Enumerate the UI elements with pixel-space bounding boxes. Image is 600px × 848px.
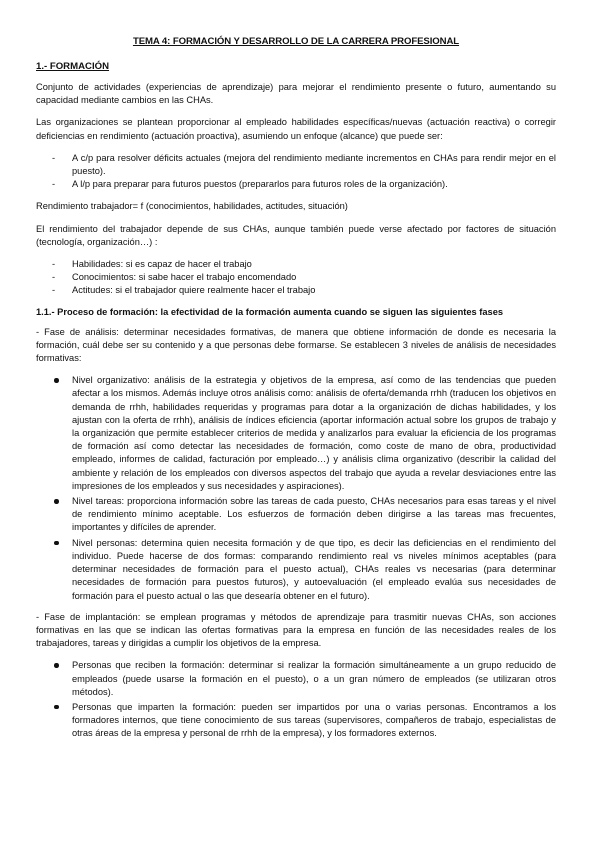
dash-list-approach — [36, 152, 556, 192]
subsection-heading-proceso: 1.1.- Proceso de formación: la efectividad de la formación aumenta cuando se siguen las siguientes fases — [36, 306, 504, 317]
paragraph-formula: Rendimiento trabajador= f (conocimientos, habilidades, actitudes, situación) — [36, 201, 348, 212]
list-item: - A c/p para resolver déficits actuales (mejora del rendimiento mediante incrementos en CHAs para rendir mejor en el puesto). — [36, 152, 556, 178]
bullet-list-levels — [36, 374, 556, 602]
document-title: TEMA 4: FORMACIÓN Y DESARROLLO DE LA CARRERA PROFESIONAL — [132, 36, 460, 47]
list-item: Nivel organizativo: análisis de la estrategia y objetivos de la empresa, así como de las tendencias que pueden afectar a los mismos. Además incluye otros análisis como: análisis de oferta/demanda rrhh (traducen los objetivos en demanda de rrhh, habilidades requeridas y programas para dotar a la organización de dichas habilidades, y los ajustan con la oferta de rrhh), análisis de índices eficiencia (aportar información actual sobre los grupos de trabajo y la organización que permite establecer criterios de medida y analizarlos para evaluar la eficiencia de los programas de formación así como detectar las necesidades de formación, como coste de mano de obra, productividad empleado, informes de calidad, facturación por empleado…) y análisis clima organizativo (describir la calidad del ambiente y relación de los empleados con diversos aspectos del trabajo que ayuda a revelar desviaciones entre las impresiones de los empleados y sus necesidades y aspiraciones). — [36, 374, 556, 493]
paragraph-performance: El rendimiento del trabajador depende de sus CHAs, aunque también puede verse afectado por factores de situación (tecnología, organización…) : — [36, 223, 556, 247]
section-heading-formacion: 1.- FORMACIÓN — [36, 61, 110, 72]
paragraph-implementation-phase: - Fase de implantación: se emplean programas y métodos de aprendizaje para trasmitir nuevas CHAs, son acciones formativas en las que se indican las ofertas formativas para la empresa en función de las necesidades reales de los trabajadores, tareas y dirigidas a cumplir los objetivos de la empresa. — [36, 611, 556, 649]
list-item: - Habilidades: si es capaz de hacer el trabajo — [36, 258, 556, 271]
bullet-list-people — [36, 659, 556, 740]
list-item: - Actitudes: si el trabajador quiere realmente hacer el trabajo — [36, 284, 556, 297]
paragraph-definition: Conjunto de actividades (experiencias de aprendizaje) para mejorar el rendimiento presente o futuro, aumentando su capacidad mediante cambios en las CHAs. — [36, 82, 556, 106]
list-item: Nivel tareas: proporciona información sobre las tareas de cada puesto, CHAs necesarios para esas tareas y el nivel de rendimiento mínimo aceptable. Los esfuerzos de formación deben dirigirse a las tareas mas frecuentes, importantes y difíciles de aprender. — [36, 495, 556, 535]
dash-list-chas — [36, 258, 556, 298]
list-item: - A l/p para preparar para futuros puestos (prepararlos para futuros roles de la organización). — [36, 178, 556, 191]
paragraph-organizations: Las organizaciones se plantean proporcionar al empleado habilidades específicas/nuevas (actuación reactiva) o corregir deficiencias en rendimiento (actuación proactiva), asumiendo un enfoque (alcance) que puede ser: — [36, 117, 556, 141]
list-item: - Conocimientos: si sabe hacer el trabajo encomendado — [36, 271, 556, 284]
paragraph-analysis-phase: - Fase de análisis: determinar necesidades formativas, de manera que obtiene información de donde es necesaria la formación, cuál debe ser su contenido y a que personas debe formarse. Se establecen 3 niveles de análisis de necesidades formativas: — [36, 326, 556, 364]
list-item: Personas que reciben la formación: determinar si realizar la formación simultáneamente a un grupo reducido de empleados (puede usarse la formación en el puesto), o a un gran número de empleados (se utilizaran otros métodos). — [36, 659, 556, 699]
list-item: Personas que imparten la formación: pueden ser impartidos por una o varias personas. Encontramos a los formadores internos, que tiene conocimiento de sus tareas (supervisores, compañeros de trabajo, especialistas de otras áreas de la empresa y personal de rrhh de la empresa), y los formadores externos. — [36, 701, 556, 741]
list-item: Nivel personas: determina quien necesita formación y de que tipo, es decir las deficiencias en el rendimiento del individuo. Puede hacerse de dos formas: comparando rendimiento real vs niveles mínimos aceptables (para determinar necesidades de formación para el puesto actual), CHAs reales vs necesarias (para determinar necesidades de formación para puestos futuros), y autoevaluación (el empleado evalúa sus necesidades de formación para el puesto actual o las que desearía obtener en el futuro). — [36, 537, 556, 603]
